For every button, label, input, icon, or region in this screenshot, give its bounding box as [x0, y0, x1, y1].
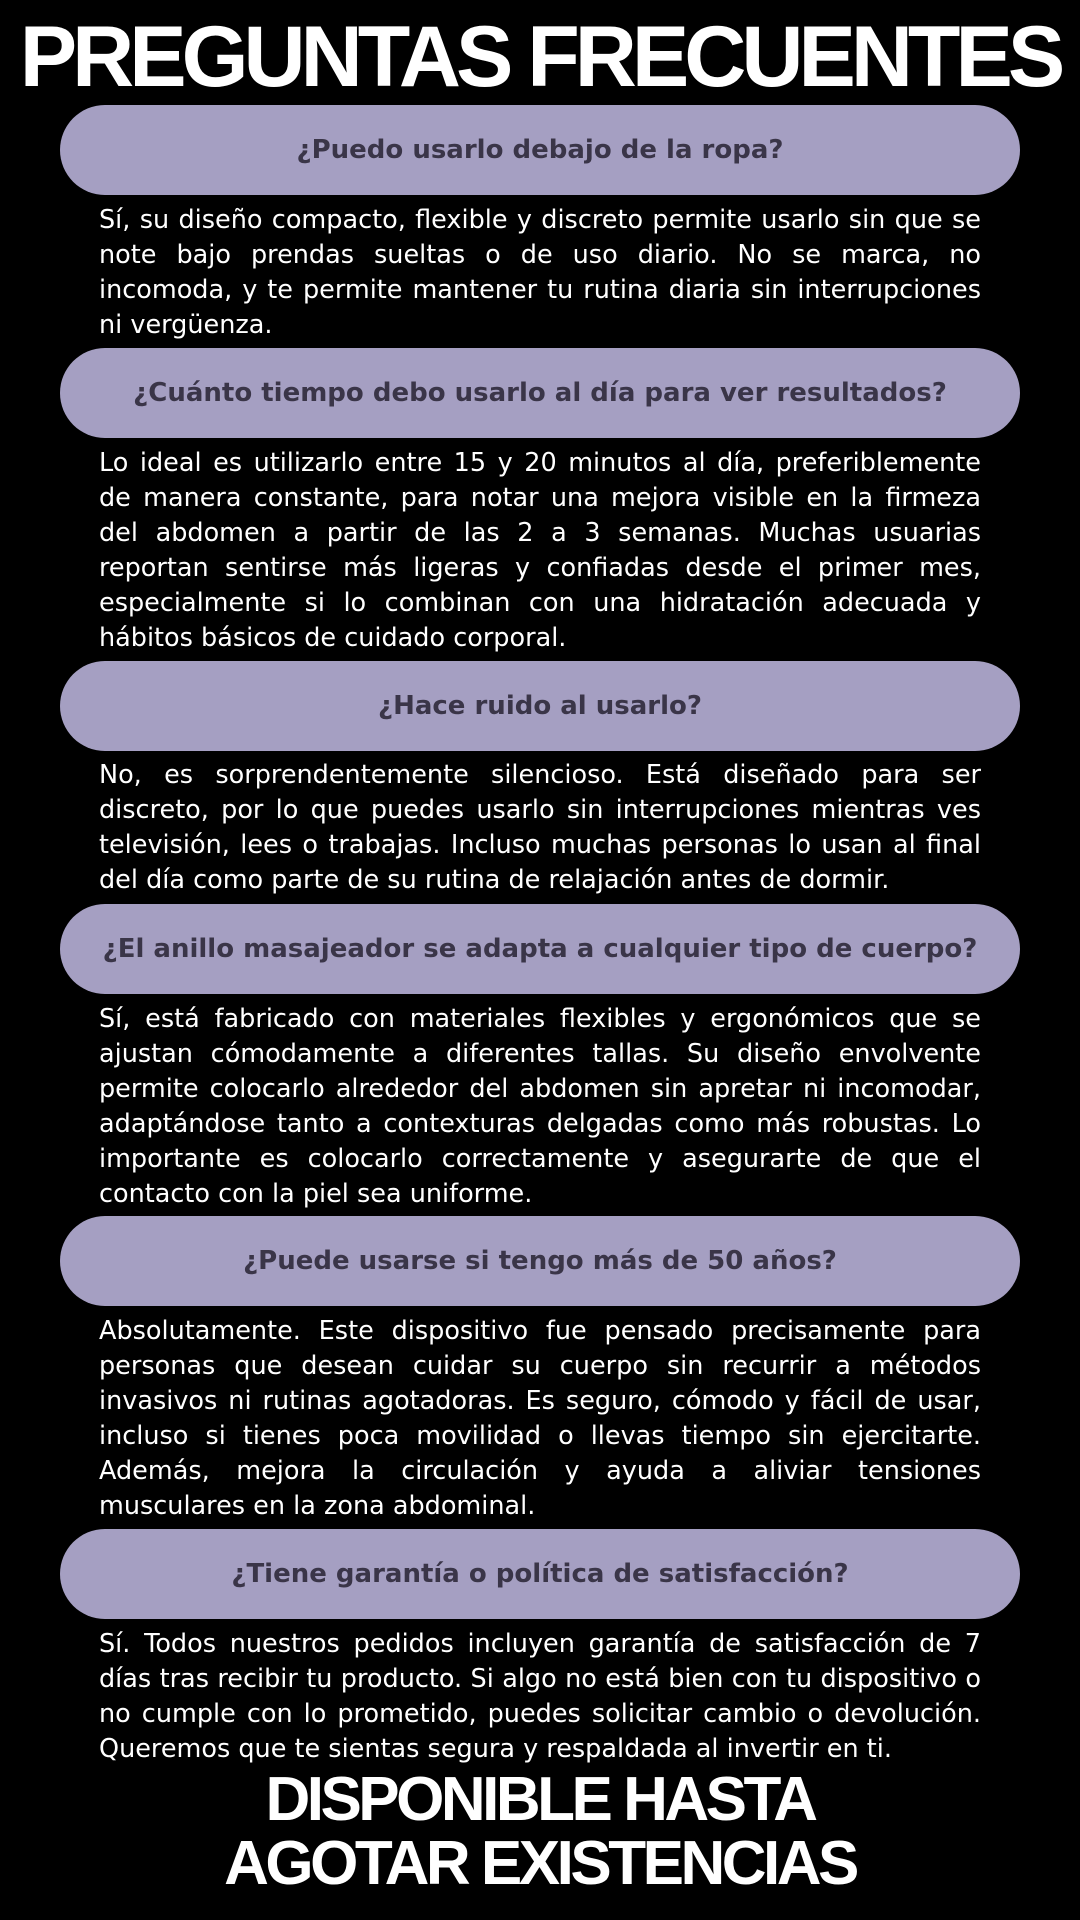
faq-answer-ruido: No, es sorprendentemente silencioso. Está diseñado para ser discreto, por lo que puedes usarlo sin interrupciones mientras ves televisión, lees o trabajas. Incluso muchas personas lo usan al final del día como parte de su rutina de relajación antes de dormir. [99, 760, 981, 895]
faq-answer-cuerpo: Sí, está fabricado con materiales flexibles y ergonómicos que se ajustan cómodamente a diferentes tallas. Su diseño envolvente permite colocarlo alrededor del abdomen sin apretar ni incomodar, adaptándose tanto a contexturas delgadas como más robustas. Lo importante es colocarlo correctamente y asegurarte de que el contacto con la piel sea uniforme. [99, 1004, 981, 1209]
faq-question-garantia[interactable]: ¿Tiene garantía o política de satisfacción? [60, 1529, 1020, 1619]
faq-answer-ropa: Sí, su diseño compacto, flexible y discreto permite usarlo sin que se note bajo prendas sueltas o de uso diario. No se marca, no incomoda, y te permite mantener tu rutina diaria sin interrupciones ni vergüenza. [99, 205, 981, 340]
faq-question-cuerpo[interactable]: ¿El anillo masajeador se adapta a cualquier tipo de cuerpo? [60, 904, 1020, 994]
faq-question-ropa[interactable]: ¿Puedo usarlo debajo de la ropa? [60, 105, 1020, 195]
faq-question-ruido[interactable]: ¿Hace ruido al usarlo? [60, 661, 1020, 751]
page-title: PREGUNTAS FRECUENTES [19, 9, 1061, 105]
availability-banner [0, 1765, 1080, 1898]
availability-banner-line2: AGOTAR EXISTENCIAS [224, 1829, 856, 1898]
faq-question-tiempo[interactable]: ¿Cuánto tiempo debo usarlo al día para ver resultados? [60, 348, 1020, 438]
faq-answer-tiempo: Lo ideal es utilizarlo entre 15 y 20 minutos al día, preferiblemente de manera constante, para notar una mejora visible en la firmeza del abdomen a partir de las 2 a 3 semanas. Muchas usuarias reportan sentirse más ligeras y confiadas desde el primer mes, especialmente si lo combinan con una hidratación adecuada y hábitos básicos de cuidado corporal. [99, 448, 981, 653]
faq-answer-garantia: Sí. Todos nuestros pedidos incluyen garantía de satisfacción de 7 días tras recibir tu producto. Si algo no está bien con tu dispositivo o no cumple con lo prometido, puedes solicitar cambio o devolución. Queremos que te sientas segura y respaldada al invertir en ti. [99, 1629, 981, 1764]
availability-banner-line1: DISPONIBLE HASTA [265, 1765, 815, 1834]
faq-question-edad[interactable]: ¿Puede usarse si tengo más de 50 años? [60, 1216, 1020, 1306]
faq-answer-edad: Absolutamente. Este dispositivo fue pensado precisamente para personas que desean cuidar su cuerpo sin recurrir a métodos invasivos ni rutinas agotadoras. Es seguro, cómodo y fácil de usar, incluso si tienes poca movilidad o llevas tiempo sin ejercitarte. Además, mejora la circulación y ayuda a aliviar tensiones musculares en la zona abdominal. [99, 1316, 981, 1521]
